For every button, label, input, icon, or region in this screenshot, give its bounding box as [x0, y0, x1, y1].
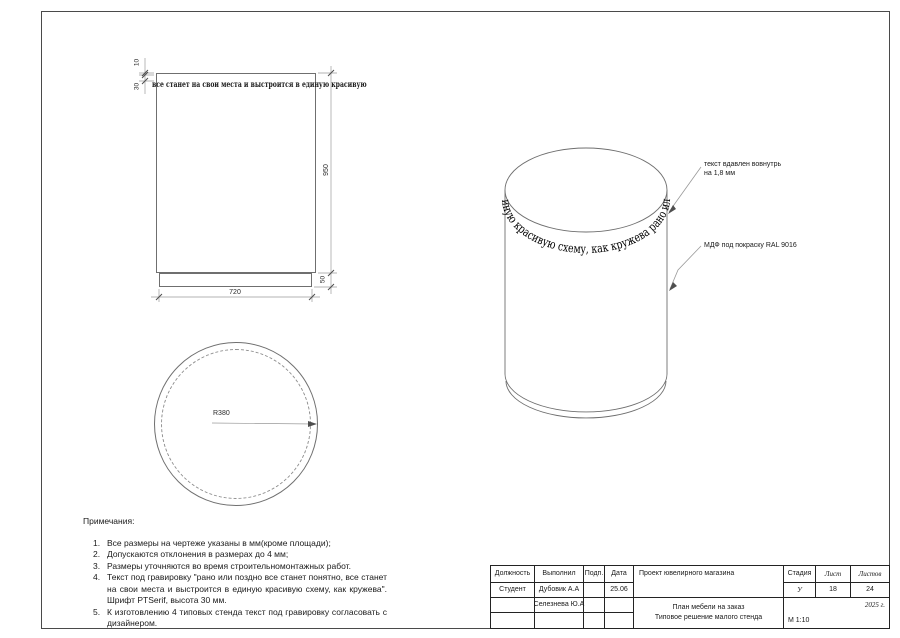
- tb-title-line2: Типовое решение малого стенда: [654, 614, 763, 621]
- tb-sheets-value: 24: [851, 583, 889, 598]
- note-item: [83, 607, 387, 630]
- tb-header-date: Дата: [605, 566, 634, 583]
- dim-label-body-height: 950: [323, 164, 330, 176]
- callout-engraving-depth: [704, 160, 781, 178]
- note-item: [83, 549, 387, 561]
- dim-label-top-edge: 10: [133, 58, 141, 67]
- tb-stage-value: У: [784, 583, 816, 598]
- front-view-base: [159, 273, 312, 287]
- tb-row1-date: 25.06: [605, 583, 634, 598]
- front-engraving-band: [152, 74, 367, 90]
- tb-empty-cell: [605, 613, 634, 628]
- tb-header-executed: Выполнил: [535, 566, 584, 583]
- notes-title: Примечания:: [83, 516, 135, 526]
- tb-header-position: Должность: [491, 566, 535, 583]
- note-number: 4.: [93, 572, 101, 582]
- tb-row2-name: Селезнева Ю.А: [535, 598, 584, 613]
- tb-project: Проект ювелирного магазина: [634, 566, 784, 598]
- dim-label-base-height: 50: [319, 275, 327, 284]
- note-number: 2.: [93, 549, 101, 559]
- note-text: Допускаются отклонения в размерах до 4 мм;: [107, 549, 289, 559]
- note-text: К изготовлению 4 типовых стенда текст под гравировку согласовать с дизайнером.: [107, 606, 387, 628]
- tb-empty-cell: [491, 613, 535, 628]
- tb-empty-cell: [584, 613, 605, 628]
- tb-drawing-title: [634, 598, 784, 628]
- callout-material: МДФ под покраску RAL 9016: [704, 242, 797, 249]
- tb-year: 2025 г.: [864, 601, 885, 609]
- note-text: Все размеры на чертеже указаны в мм(кроме площади);: [107, 537, 331, 548]
- tb-sheet-value: 18: [816, 583, 851, 598]
- note-item: [83, 572, 387, 607]
- tb-meta-cell: [784, 598, 889, 628]
- note-number: 1.: [93, 537, 101, 548]
- note-item: [83, 561, 387, 573]
- dim-label-base-width: 720: [229, 289, 241, 296]
- tb-row2-signature: [584, 598, 605, 613]
- notes-block: [83, 516, 387, 630]
- tb-empty-cell: [535, 613, 584, 628]
- note-number: 5.: [93, 606, 101, 617]
- note-item: [83, 538, 387, 550]
- callout-depth-line1: текст вдавлен вовнутрь: [704, 161, 782, 168]
- front-engraved-text: все станет на свои места и выстроится в единую красивую: [152, 80, 367, 90]
- tb-scale: М 1:10: [788, 617, 810, 624]
- tb-header-sheets: Листов: [851, 566, 889, 583]
- radius-label: R380: [213, 410, 230, 417]
- cylinder-engraved-text: иную красивую схему, как кружева рано ил: [498, 196, 674, 257]
- dim-label-text-height: 30: [133, 82, 141, 91]
- tb-title-line1: План мебели на заказ: [672, 604, 745, 611]
- tb-row2-position: [491, 598, 535, 613]
- tb-row2-date: [605, 598, 634, 613]
- note-text: Текст под гравировку "рано или поздно все станет понятно, все станет на свои места и выстроится в единую красивую схему, как кружева". Шрифт PTSerif, высота 30 мм.: [107, 572, 387, 605]
- tb-header-sheet: Лист: [816, 566, 851, 583]
- tb-row1-signature: [584, 583, 605, 598]
- tb-header-stage: Стадия: [784, 566, 816, 583]
- note-number: 3.: [93, 560, 101, 571]
- top-view-dashed-circle: [161, 349, 311, 499]
- tb-header-signature: Подп.: [584, 566, 605, 583]
- note-text: Размеры уточняются во время строительномонтажных работ.: [107, 560, 351, 571]
- callout-depth-line2: на 1,8 мм: [704, 170, 736, 177]
- tb-row1-name: Дубовик А.А: [535, 583, 584, 598]
- tb-row1-position: Студент: [491, 583, 535, 598]
- title-block: [490, 565, 890, 629]
